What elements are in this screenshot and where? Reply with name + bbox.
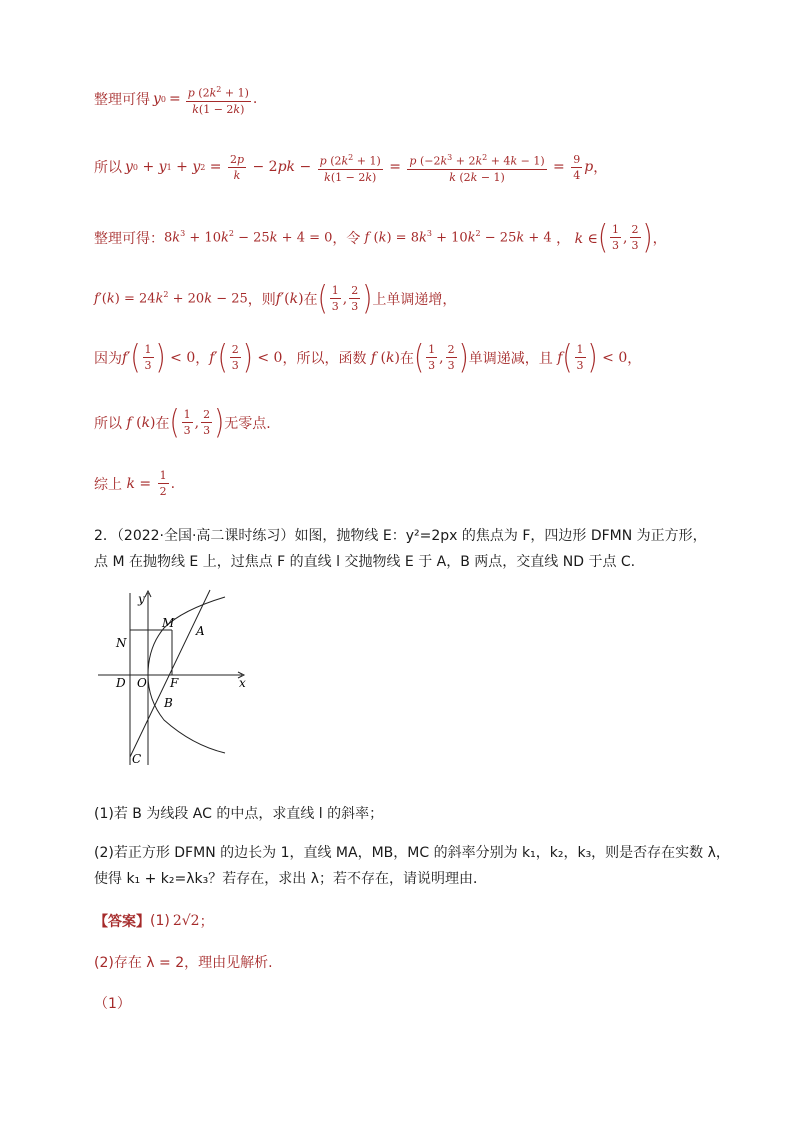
answer-1-value: 2√2 (172, 913, 200, 929)
line5-dec: 单调递减，且 (468, 350, 553, 367)
line1-prefix: 整理可得 (94, 92, 150, 109)
line6-prefix: 所以 (94, 415, 122, 432)
question-1 (94, 803, 383, 823)
line5-comma: ， (195, 350, 210, 367)
fraction-9-4: $\frac{9}{4}$ (573, 152, 581, 182)
derivation-line-5: 因为 f′ ( $\frac{1}{3}$ ) < 0 ， f′ ( $\frac{2}{3}$ ) < 0 ，所以，函数 f (k) 在 ( $\frac{1}{3}$ , $\frac{2}{3}$ ) 单调递减，且 f ( $\frac{1}{3}$ ) < 0 ， (94, 338, 642, 377)
label-o: O (137, 676, 147, 690)
question-2-text-b: 使得 k₁ + k₂=λk₃？若存在，求出 λ；若不存在，请说明理由． (94, 871, 487, 887)
answer-2-text: (2)存在 λ = 2，理由见解析. (94, 955, 273, 971)
answer-1-prefix: (1) (150, 913, 170, 929)
derivation-line-1: 整理可得 y 0 = $\frac{p (2k^2 + 1)}{k(1 - 2k)}$ . (94, 82, 257, 117)
line3-mid: ，令 (332, 230, 361, 247)
question-2-line-1 (94, 842, 730, 862)
question-2-line-2 (94, 868, 487, 888)
answer-line-1 (94, 911, 214, 931)
solution-part-1 (94, 993, 131, 1013)
question-2-text-a: (2)若正方形 DFMN 的边长为 1，直线 MA，MB，MC 的斜率分别为 k₁，k₂，k₃，则是否存在实数 λ， (94, 845, 730, 861)
line6-zai: 在 (155, 415, 170, 432)
line5-suoyi: ，所以，函数 (282, 350, 367, 367)
line1-end: . (252, 91, 258, 108)
label-f: F (170, 676, 179, 690)
line5-zai: 在 (399, 350, 414, 367)
line3-prefix: 整理可得： (94, 230, 164, 247)
answer-label: 【答案】 (94, 914, 150, 930)
label-d: D (116, 676, 126, 690)
derivation-line-2: 所以 y 0 + y 1 + y 2 = $\frac{2p}{k}$ − 2pk − $\frac{p (2k^2 + 1)}{k(1 - 2k)}$ = $\frac{p (-2k^3 + 2k^2 + 4k - 1)}{k (2k - 1)}$ = $\frac{9}{4}$ p ， (94, 150, 607, 185)
line5-end: ， (627, 350, 642, 367)
line7-prefix: 综上 (94, 476, 122, 493)
y0-fraction: $\frac{p (2k^2 + 1)}{k(1 - 2k)}$ (186, 82, 251, 117)
line6-end: 无零点. (224, 415, 271, 432)
fraction-2p-k: $\frac{2p}{k}$ (229, 152, 245, 182)
label-y: y (138, 592, 145, 606)
problem-number: 2．（2022·全国·高二课时练习） (94, 528, 295, 544)
line2-end: ， (593, 160, 608, 177)
derivation-line-6: 所以 f (k) 在 ( $\frac{1}{3}$ , $\frac{2}{3}$ ) 无零点. (94, 403, 271, 442)
problem-text-2: 点 M 在抛物线 E 上，过焦点 F 的直线 l 交抛物线 E 于 A，B 两点，交直线 ND 于点 C. (94, 554, 636, 570)
line4-end: 上单调递增， (372, 291, 457, 308)
label-b: B (164, 696, 173, 710)
label-c: C (132, 752, 142, 766)
parabola-figure (92, 585, 262, 770)
problem-text-1: 如图，抛物线 E：y²=2px 的焦点为 F，四边形 DFMN 为正方形， (294, 528, 707, 544)
line5-prefix: 因为 (94, 350, 122, 367)
label-a: A (196, 624, 205, 638)
derivation-line-7: 综上 k = $\frac{1}{2}$ . (94, 469, 176, 498)
derivation-line-4: $f'(k) = 24k^2 + 20k - 25$ ，则 f′(k) 在 ( $\frac{1}{3}$ , $\frac{2}{3}$ ) 上单调递增， (94, 279, 457, 318)
line3-end: ， (652, 230, 667, 247)
label-n: N (116, 636, 127, 650)
answer-1-end: ； (199, 914, 214, 930)
solution-part-1-label: （1） (94, 996, 131, 1012)
derivation-line-3: 整理可得： $8k^3 + 10k^2 - 25k + 4 = 0$ ，令 f $(k) = 8k^3 + 10k^2 - 25k + 4$ ， k ∈ ( $\frac{1}{3}$ , $\frac{2}{3}$ ) ， (94, 218, 667, 257)
question-1-text: (1)若 B 为线段 AC 的中点，求直线 l 的斜率； (94, 806, 384, 822)
answer-line-2 (94, 952, 273, 972)
label-x: x (239, 676, 246, 690)
fraction-cubic: $\frac{p (-2k^3 + 2k^2 + 4k - 1)}{k (2k - 1)}$ (407, 150, 546, 185)
fraction-p-2k2: $\frac{p (2k^2 + 1)}{k(1 - 2k)}$ (318, 150, 383, 185)
line7-end: . (170, 475, 176, 492)
label-m: M (162, 616, 175, 630)
problem-2-line-2 (94, 551, 635, 571)
line4-mid: ，则 (247, 291, 276, 308)
line4-zai: 在 (303, 291, 318, 308)
problem-2-line-1 (94, 525, 707, 545)
line2-prefix: 所以 (94, 160, 122, 177)
